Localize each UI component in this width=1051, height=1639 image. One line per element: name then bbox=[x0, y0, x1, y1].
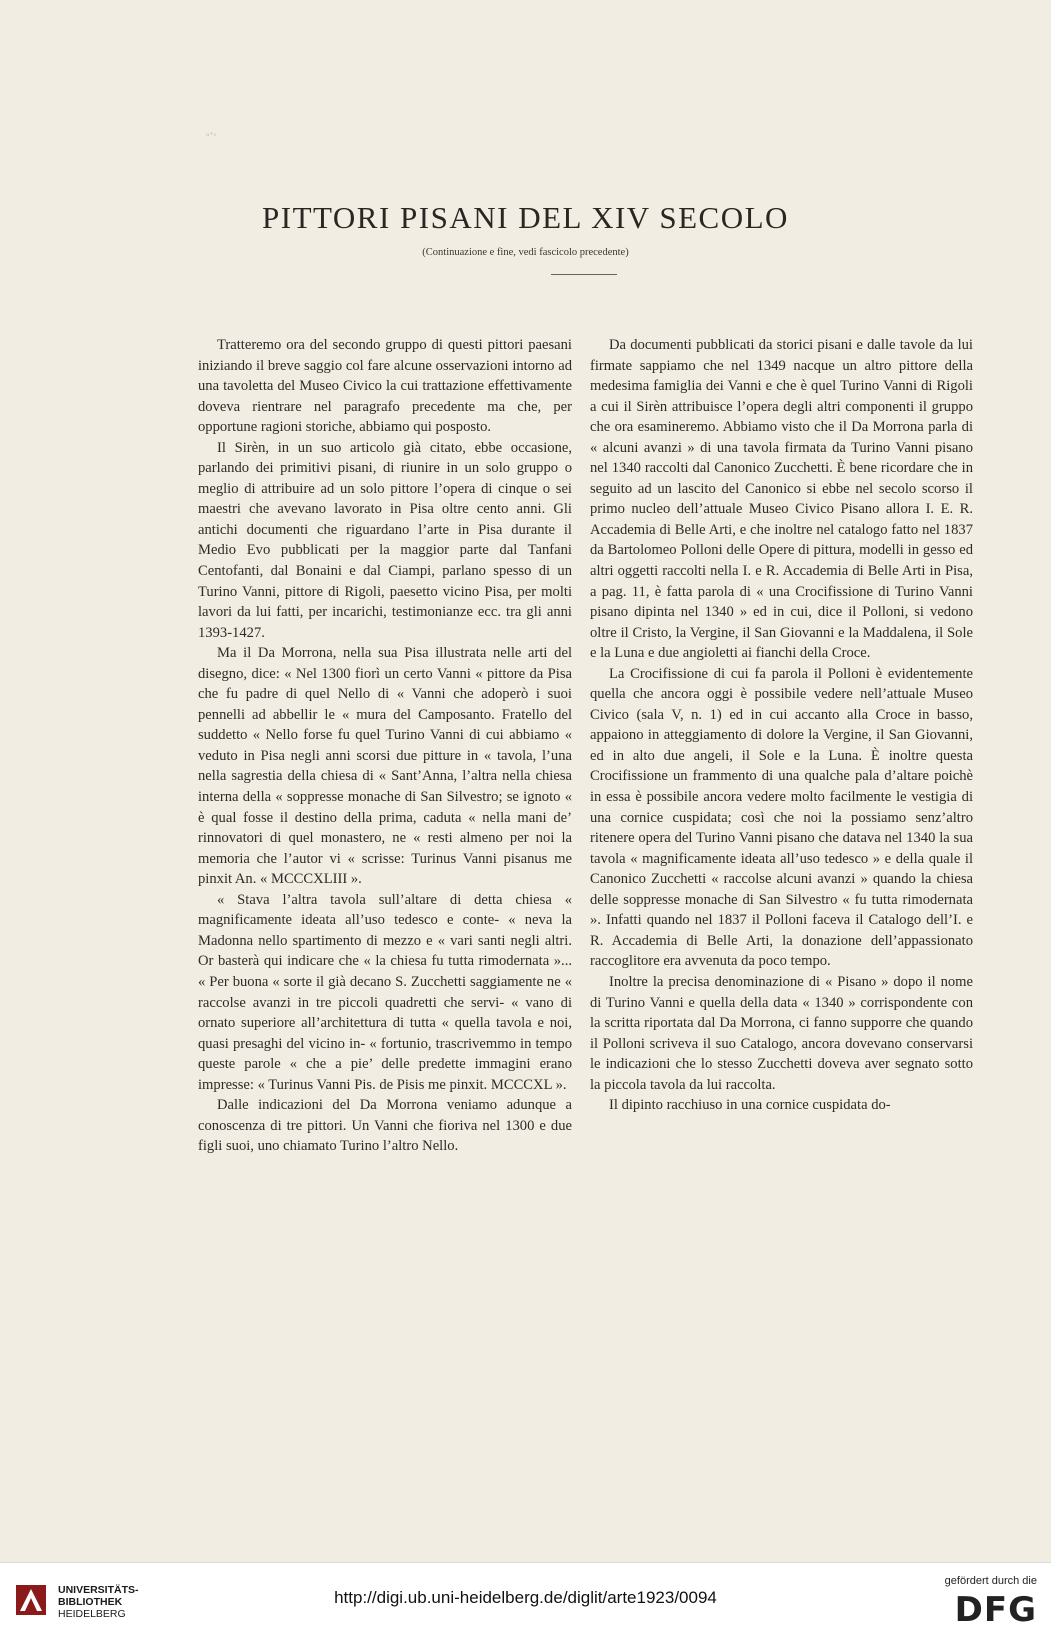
funded-by-label: gefördert durch die bbox=[944, 1575, 1037, 1587]
paragraph: Tratteremo ora del secondo gruppo di questi pittori paesani iniziando il breve saggio col fare alcune osservazioni intorno ad una tavoletta del Museo Civico la cui trattazione effettivamente doveva rientrare nel paragrafo precedente ma che, per opportune ragioni storiche, abbiamo qui posposto. bbox=[198, 337, 572, 436]
text-column-left bbox=[198, 335, 572, 1157]
page-title: PITTORI PISANI DEL XIV SECOLO bbox=[262, 200, 789, 235]
corner-mark: ᵒ'ᶦ bbox=[206, 132, 218, 142]
source-url-link[interactable]: http://digi.ub.uni-heidelberg.de/diglit/arte1923/0094 bbox=[334, 1588, 717, 1607]
title-divider bbox=[551, 274, 617, 275]
paragraph: Ma il Da Morrona, nella sua Pisa illustrata nelle arti del disegno, dice: « Nel 1300 fiorì un certo Vanni « pittore da Pisa che fu padre di quel Nello di « Vanni che adoperò i suoi pennelli ad abbellir le « mura del Camposanto. Fratello del suddetto « Nello forse fu quel Turino Vanni di cui abbiamo « veduto in Pisa negli anni scorsi due pitture in « tavola, l’una nella sagrestia della chiesa di « Sant’Anna, l’altra nella chiesa interna della « soppresse monache di San Silvestro; se ignoto « è qual fosse il destino della prima, caduta « nella mani de’ rinnovatori di quel monastero, ne « resti almeno per noi la memoria che l’autor vi « scrisse: Turinus Vanni pisanus me pinxit An. « MCCCXLIII ». bbox=[198, 645, 572, 888]
page-subtitle: (Continuazione e fine, vedi fascicolo precedente) bbox=[422, 247, 629, 258]
paragraph: Inoltre la precisa denominazione di « Pisano » dopo il nome di Turino Vanni e quella della data « 1340 » corrispondente con la scritta riportata dal Da Morrona, ci fanno supporre che quando il Polloni scriveva il suo Catalogo, ancora dovevano conservarsi le indicazioni che lo stesso Zucchetti doveva aver segnato sotto la piccola tavola da lui raccolta. bbox=[590, 973, 973, 1093]
text-column-right bbox=[590, 335, 973, 1116]
paragraph: « Stava l’altra tavola sull’altare di detta chiesa « magnificamente ideata all’uso tedesco e conte- « neva la Madonna nello spartimento di mezzo e « vari santi negli altri. Or basterà qui indicare che « la chiesa fu tutta rimodernata »... « Per buona « sorte il già decano S. Zucchetti saggiamente ne « raccolse avanzi in tre piccoli quadretti che servi- « vano di ornato superiore all’architettura di tutta « quella tavola e noi, quasi presaghi del vicino in- « fortunio, trascrivemmo in tempo queste parole « che a pie’ delle predette immagini erano impresse: « Turinus Vanni Pis. de Pisis me pinxit. MCCCXL ». bbox=[198, 891, 572, 1093]
digitization-footer bbox=[0, 1562, 1051, 1639]
paragraph: Dalle indicazioni del Da Morrona veniamo adunque a conoscenza di tre pittori. Un Vanni che fioriva nel 1300 e due figli suoi, uno chiamato Turino l’altro Nello. bbox=[198, 1097, 572, 1155]
paragraph: Il dipinto racchiuso in una cornice cuspidata do- bbox=[609, 1097, 891, 1114]
library-name: UNIVERSITÄTS- BIBLIOTHEK HEIDELBERG bbox=[58, 1584, 139, 1620]
paragraph: Il Sirèn, in un suo articolo già citato, ebbe occasione, parlando dei primitivi pisani, di riunire in un solo gruppo o meglio di attribuire ad un solo pittore l’opera di cinque o sei maestri che avevano lavorato in Pisa oltre cento anni. Gli antichi documenti che riguardano l’arte in Pisa durante il Medio Evo pubblicati per la maggior parte dal Tanfani Centofanti, dal Bonaini e dal Ciampi, parlano spesso di un Turino Vanni, pittore di Rigoli, paesetto vicino Pisa, per molti lavori da lui fatti, per incarichi, testimonianze ecc. tra gli anni 1393-1427. bbox=[198, 439, 572, 641]
paragraph: La Crocifissione di cui fa parola il Polloni è evidentemente quella che ancora oggi è possibile vedere nell’attuale Museo Civico (sala V, n. 1) ed in cui accanto alla Croce in basso, appaiono in atteggiamento di dolore la Vergine, il San Giovanni, ed in alto due angeli, il Sole e la Luna. È inoltre questa Crocifissione un frammento di una qualche pala d’altare poichè in essa è possibile ancora vedere molto facilmente le vestigia di una cornice cuspidata; così che noi la possiamo senz’altro ritenere opera del Turino Vanni pisano che datava nel 1340 la sua tavola « magnificamente ideata all’uso tedesco » e della quale il Canonico Zucchetti « raccolse alcuni avanzi » quando la chiesa delle soppresse monache di San Silvestro « fu tutta rimodernata ». Infatti quando nel 1837 il Polloni faceva il Catalogo dell’I. e R. Accademia di Belle Arti, la donazione dell’appassionato raccoglitore era avvenuta da poco tempo. bbox=[590, 665, 973, 970]
paragraph: Da documenti pubblicati da storici pisani e dalle tavole da lui firmate sappiamo che nel 1349 nacque un altro pittore della medesima famiglia dei Vanni e che è quel Turino Vanni di Rigoli a cui il Sirèn attribuisce l’opera degli altri componenti il gruppo che ora esamineremo. Abbiamo visto che il Da Morrona parla di « alcuni avanzi » di una tavola firmata da Turino Vanni pisano nel 1340 raccolti dal Canonico Zucchetti. È bene ricordare che in seguito ad un lascito del Canonico si ebbe nel secolo scorso il primo nucleo dell’attuale Museo Civico Pisano allora I. E. R. Accademia di Belle Arti, e che inoltre nel catalogo fatto nel 1837 da Bartolomeo Polloni delle Opere di pittura, modelli in gesso ed altri oggetti raccolti nella I. e R. Accademia di Belle Arti in Pisa, a pag. 11, è fatta parola di « una Crocifissione di Turino Vanni pisano dipinta nel 1340 » ed in cui, dice il Polloni, si vedono oltre il Cristo, la Vergine, il San Giovanni e la Maddalena, il Sole e la Luna e due angioletti ai fianchi della Croce. bbox=[590, 337, 973, 662]
dfg-logo: DFG bbox=[954, 1590, 1037, 1630]
